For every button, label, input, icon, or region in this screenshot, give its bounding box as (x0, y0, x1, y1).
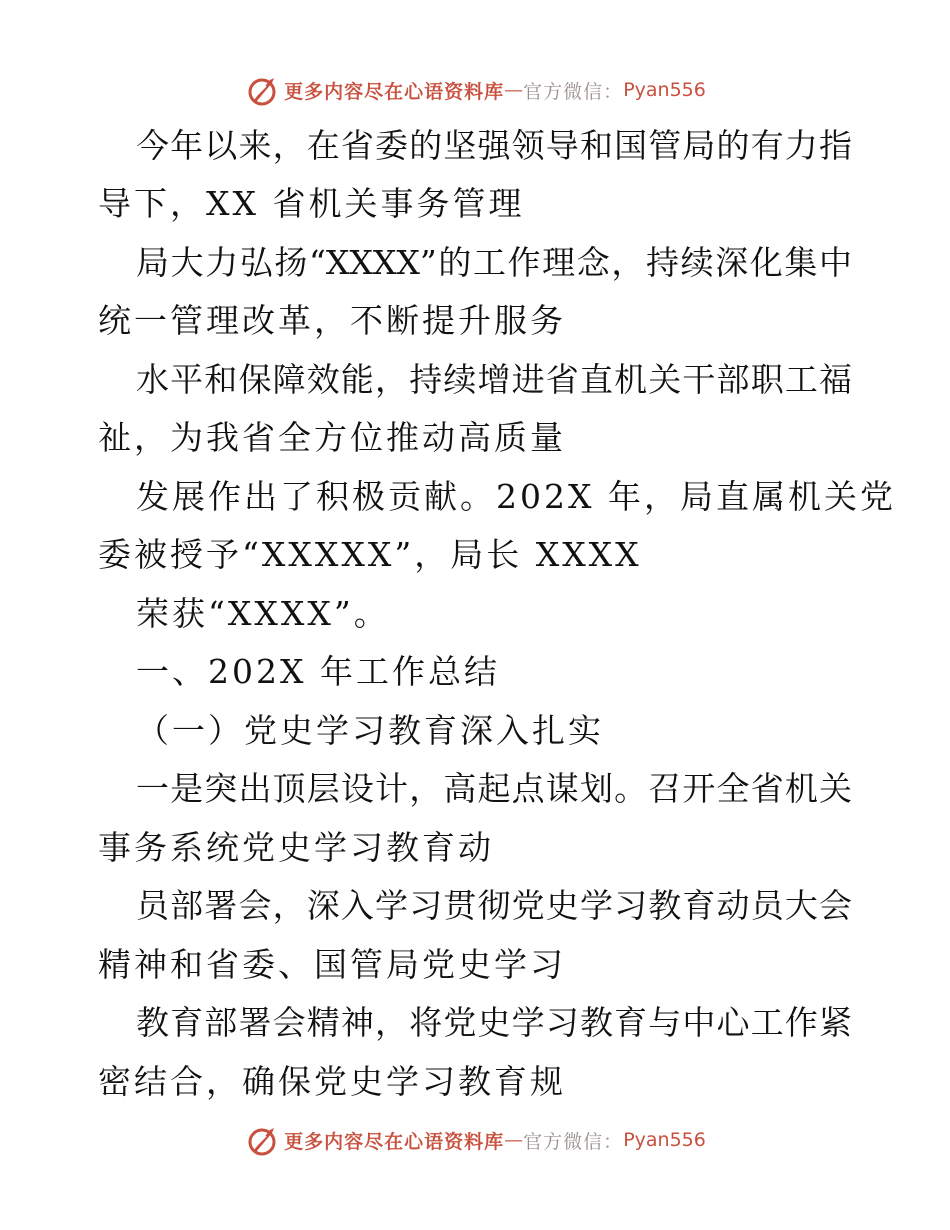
paragraph-4-line-1: 发展作出了积极贡献。202X 年，局直属机关党 (136, 477, 896, 516)
section-heading: 一、202X 年工作总结 (136, 652, 500, 691)
paragraph-2-line-2: 统一管理改革，不断提升服务 (98, 301, 566, 340)
watermark-separator: — (504, 79, 524, 101)
paragraph-2-line-1: 局大力弘扬“XXXX”的工作理念，持续深化集中 (136, 243, 852, 282)
watermark-footer (0, 1120, 950, 1160)
paragraph-9-line-2: 精神和省委、国管局党史学习 (98, 945, 566, 984)
watermark-brand: 更多内容尽在心语资料库 (284, 80, 505, 103)
paragraph-3-line-1: 水平和保障效能，持续增进省直机关干部职工福 (136, 360, 852, 399)
paragraph-1-line-1: 今年以来，在省委的坚强领导和国管局的有力指 (136, 126, 852, 165)
paragraph-4-line-2: 委被授予“XXXXX”，局长 XXXX (98, 535, 642, 574)
paragraph-8-line-1: 一是突出顶层设计，高起点谋划。召开全省机关 (136, 769, 852, 808)
paragraph-10-line-1: 教育部署会精神，将党史学习教育与中心工作紧 (136, 1003, 852, 1042)
paragraph-8-line-2: 事务系统党史学习教育动 (98, 828, 494, 867)
paragraph-10-line-2: 密结合，确保党史学习教育规 (98, 1062, 566, 1101)
paragraph-5-line-1: 荣获“XXXX”。 (136, 594, 390, 633)
paragraph-9-line-1: 员部署会，深入学习贯彻党史学习教育动员大会 (136, 886, 852, 925)
watermark-header (0, 70, 950, 110)
paragraph-1-line-2: 导下，XX 省机关事务管理 (98, 184, 525, 223)
quill-pen-logo-icon (244, 1122, 280, 1158)
watermark-id: Pyan556 (623, 79, 706, 101)
watermark-separator: — (504, 1129, 524, 1151)
watermark-label: 官方微信： (523, 1130, 624, 1153)
watermark-id: Pyan556 (623, 1129, 706, 1151)
watermark-brand: 更多内容尽在心语资料库 (284, 1130, 505, 1153)
subsection-heading: （一）党史学习教育深入扎实 (136, 711, 604, 750)
paragraph-3-line-2: 祉，为我省全方位推动高质量 (98, 418, 566, 457)
watermark-label: 官方微信： (523, 80, 624, 103)
quill-pen-logo-icon (244, 72, 280, 108)
